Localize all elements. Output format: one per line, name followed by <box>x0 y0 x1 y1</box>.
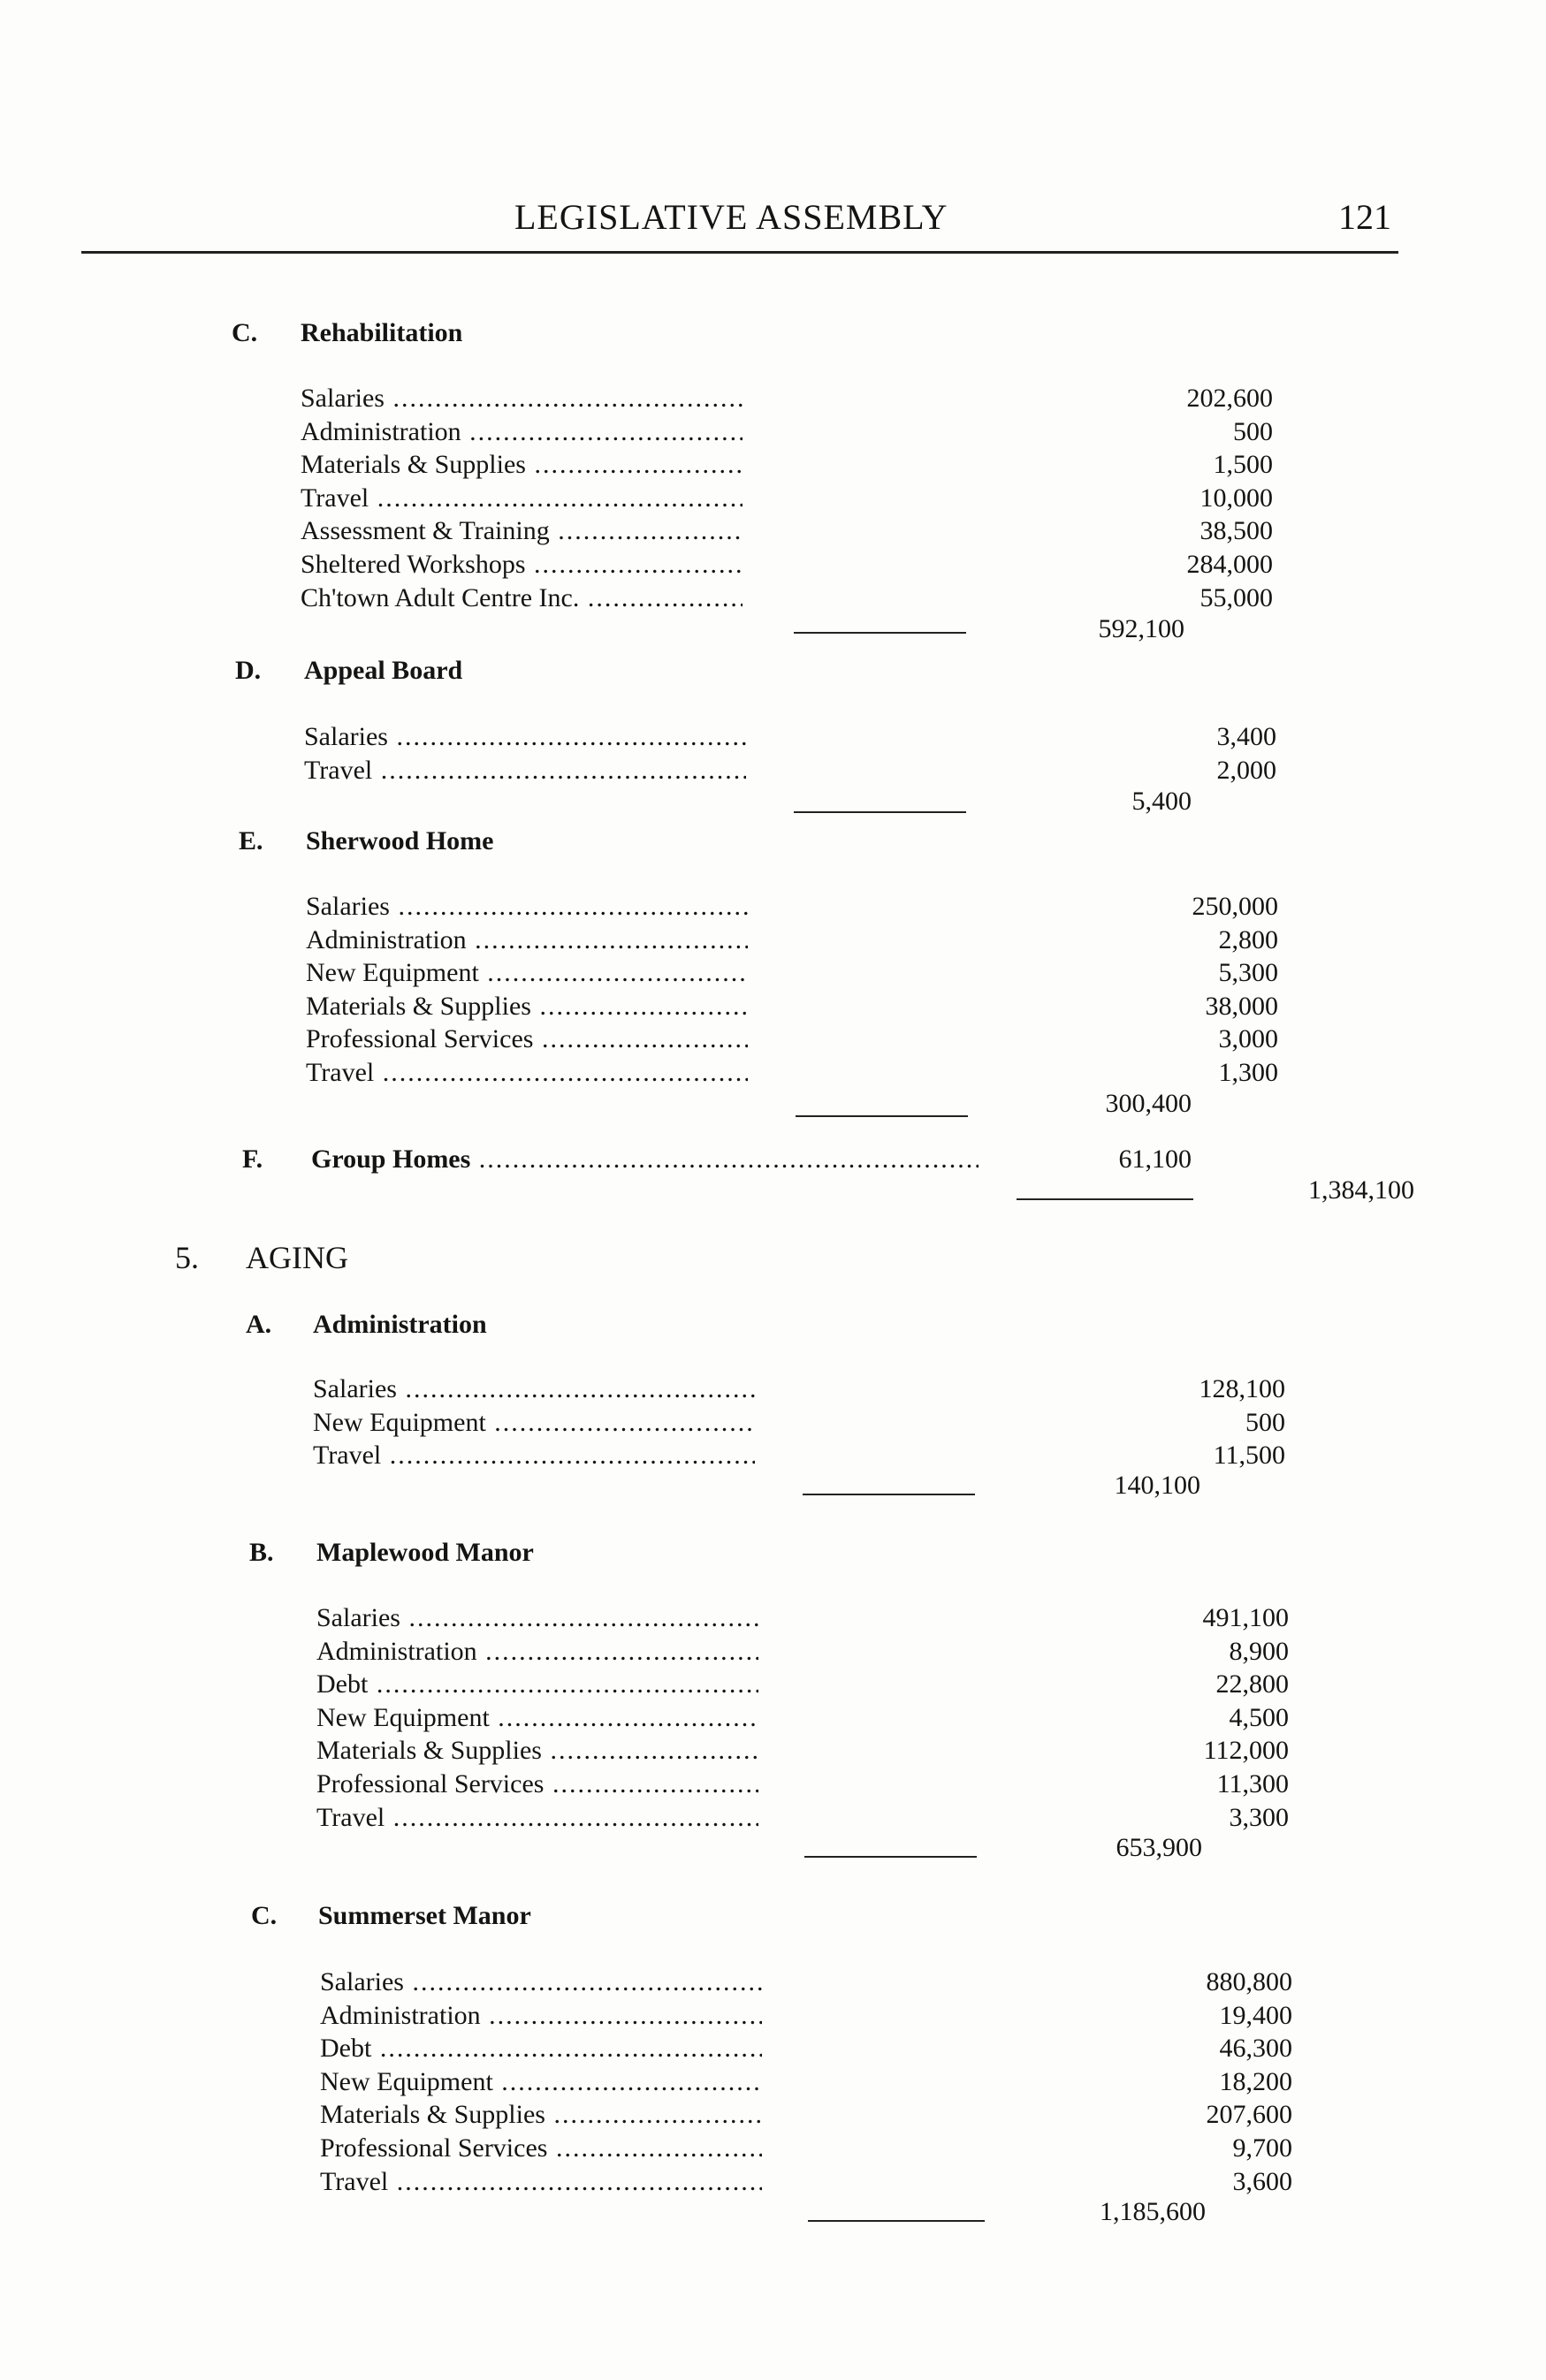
item-label: Salaries ..... <box>316 1601 758 1635</box>
item-label: Materials & Supplies ..... <box>306 990 748 1023</box>
line-item <box>301 382 1273 415</box>
line-item <box>304 754 1276 787</box>
item-amount: 3,600 <box>1232 2166 1292 2196</box>
item-label: Travel ..... <box>301 482 743 515</box>
item-amount: 18,200 <box>1219 2066 1292 2096</box>
line-item <box>301 448 1273 482</box>
line-item <box>316 1635 1289 1669</box>
item-label: Travel ..... <box>313 1439 755 1472</box>
item-label: Salaries ..... <box>313 1372 755 1406</box>
item-amount: 10,000 <box>1199 483 1273 513</box>
item-amount: 11,500 <box>1213 1441 1285 1471</box>
line-item <box>304 720 1276 754</box>
line-item <box>301 482 1273 515</box>
item-label: Travel ..... <box>306 1056 748 1090</box>
line-item <box>306 924 1278 957</box>
line-items <box>313 1372 1285 1472</box>
item-amount: 11,300 <box>1216 1768 1289 1798</box>
page-header <box>81 186 1398 256</box>
sum-rule <box>794 811 966 813</box>
item-amount: 9,700 <box>1232 2133 1292 2163</box>
line-item <box>313 1439 1285 1472</box>
section-title: Appeal Board <box>304 656 463 685</box>
sum-rule <box>808 2220 985 2222</box>
page-number: 121 <box>1338 197 1391 237</box>
sum-rule <box>803 1494 975 1495</box>
section-letter: D. <box>235 656 262 685</box>
item-label: Salaries ..... <box>301 382 743 415</box>
item-label: New Equipment ..... <box>316 1701 758 1735</box>
item-label: Administration ..... <box>301 415 743 449</box>
section-subtotal: 1,185,600 <box>1100 2197 1206 2226</box>
item-amount: 3,000 <box>1218 1024 1278 1054</box>
item-label: Salaries ..... <box>320 1966 762 1999</box>
item-label: Administration ..... <box>306 924 748 957</box>
item-amount: 128,100 <box>1199 1374 1285 1403</box>
header-rule <box>81 251 1398 254</box>
line-item <box>316 1668 1289 1701</box>
line-item <box>301 514 1273 548</box>
line-item <box>316 1801 1289 1835</box>
item-amount: 8,900 <box>1229 1636 1289 1666</box>
line-item <box>306 956 1278 990</box>
item-label: Sheltered Workshops ..... <box>301 548 743 582</box>
line-item <box>306 990 1278 1023</box>
line-item <box>320 2065 1292 2099</box>
item-amount: 19,400 <box>1219 2000 1292 2030</box>
item-amount: 500 <box>1233 416 1273 446</box>
item-label: Travel ..... <box>320 2165 762 2199</box>
section-title: Administration <box>313 1310 487 1339</box>
page-title: LEGISLATIVE ASSEMBLY <box>514 197 948 237</box>
item-amount: 4,500 <box>1229 1702 1289 1732</box>
section-letter: F. <box>242 1144 263 1174</box>
line-items <box>320 1966 1292 2198</box>
item-label: Travel ..... <box>316 1801 758 1835</box>
item-label: Professional Services ..... <box>306 1023 748 1056</box>
line-items <box>304 720 1276 787</box>
section-letter: C. <box>232 318 258 347</box>
section-letter: E. <box>239 826 263 855</box>
line-item <box>320 2032 1292 2065</box>
line-item <box>316 1701 1289 1735</box>
item-amount: 55,000 <box>1199 582 1273 612</box>
line-item <box>306 1056 1278 1090</box>
item-label: New Equipment ..... <box>313 1406 755 1440</box>
item-label: Ch'town Adult Centre Inc. ..... <box>301 582 743 615</box>
sum-rule <box>1017 1198 1193 1200</box>
item-amount: 1,500 <box>1213 450 1273 480</box>
item-amount: 202,600 <box>1186 384 1273 413</box>
section-title: Rehabilitation <box>301 318 463 347</box>
item-amount: 2,000 <box>1216 755 1276 785</box>
section-title: Group Homes ..... <box>311 1144 979 1175</box>
line-item <box>301 548 1273 582</box>
item-label: Debt ..... <box>320 2032 762 2065</box>
line-items <box>301 382 1273 614</box>
item-amount: 38,500 <box>1199 516 1273 546</box>
line-item <box>316 1768 1289 1801</box>
item-label: Administration ..... <box>316 1635 758 1669</box>
line-items <box>316 1601 1289 1834</box>
line-item <box>306 1023 1278 1056</box>
sum-rule <box>796 1115 968 1117</box>
section-subtotal: 5,400 <box>1131 787 1192 816</box>
item-amount: 250,000 <box>1192 892 1278 921</box>
item-amount: 5,300 <box>1218 958 1278 988</box>
line-item <box>320 1999 1292 2033</box>
item-label: Assessment & Training ..... <box>301 514 743 548</box>
item-label: Materials & Supplies ..... <box>320 2098 762 2132</box>
section-subtotal: 653,900 <box>1116 1833 1202 1862</box>
line-item <box>320 2165 1292 2199</box>
line-item <box>301 415 1273 449</box>
section-letter: A. <box>246 1310 272 1339</box>
item-amount: 207,600 <box>1206 2100 1292 2130</box>
section-letter: B. <box>249 1538 274 1567</box>
line-item <box>320 2098 1292 2132</box>
item-amount: 3,400 <box>1216 722 1276 751</box>
section-letter: C. <box>251 1901 278 1930</box>
line-item <box>316 1601 1289 1635</box>
item-amount: 491,100 <box>1202 1603 1289 1632</box>
grand-total: 1,384,100 <box>1308 1175 1414 1205</box>
item-amount: 500 <box>1245 1407 1285 1437</box>
line-item <box>320 1966 1292 1999</box>
item-amount: 112,000 <box>1203 1736 1289 1766</box>
item-label: Materials & Supplies ..... <box>316 1734 758 1768</box>
line-item <box>313 1406 1285 1440</box>
line-item <box>313 1372 1285 1406</box>
section-title: Summerset Manor <box>318 1901 531 1930</box>
item-label: Materials & Supplies ..... <box>301 448 743 482</box>
item-amount: 38,000 <box>1205 991 1278 1021</box>
part-title: AGING <box>246 1240 348 1275</box>
line-items <box>306 890 1278 1090</box>
item-label: Travel ..... <box>304 754 746 787</box>
item-amount: 1,300 <box>1218 1057 1278 1087</box>
part-number: 5. <box>175 1240 199 1275</box>
item-amount: 22,800 <box>1215 1669 1289 1699</box>
sum-rule <box>804 1856 977 1858</box>
item-label: Professional Services ..... <box>316 1768 758 1801</box>
item-amount: 46,300 <box>1219 2034 1292 2064</box>
line-item <box>306 890 1278 924</box>
item-amount: 880,800 <box>1206 1967 1292 1996</box>
item-amount: 2,800 <box>1218 924 1278 954</box>
line-item <box>301 582 1273 615</box>
item-label: Professional Services ..... <box>320 2132 762 2165</box>
item-label: Administration ..... <box>320 1999 762 2033</box>
section-subtotal: 300,400 <box>1105 1089 1192 1118</box>
section-title: Maplewood Manor <box>316 1538 534 1567</box>
line-item <box>316 1734 1289 1768</box>
item-label: New Equipment ..... <box>306 956 748 990</box>
item-amount: 3,300 <box>1229 1802 1289 1832</box>
line-item <box>320 2132 1292 2165</box>
item-label: New Equipment ..... <box>320 2065 762 2099</box>
item-label: Debt ..... <box>316 1668 758 1701</box>
section-subtotal: 61,100 <box>1118 1144 1192 1174</box>
item-label: Salaries ..... <box>306 890 748 924</box>
sum-rule <box>794 632 966 634</box>
item-amount: 284,000 <box>1186 549 1273 579</box>
section-subtotal: 592,100 <box>1098 614 1184 643</box>
item-label: Salaries ..... <box>304 720 746 754</box>
section-title: Sherwood Home <box>306 826 494 855</box>
section-subtotal: 140,100 <box>1114 1471 1200 1500</box>
